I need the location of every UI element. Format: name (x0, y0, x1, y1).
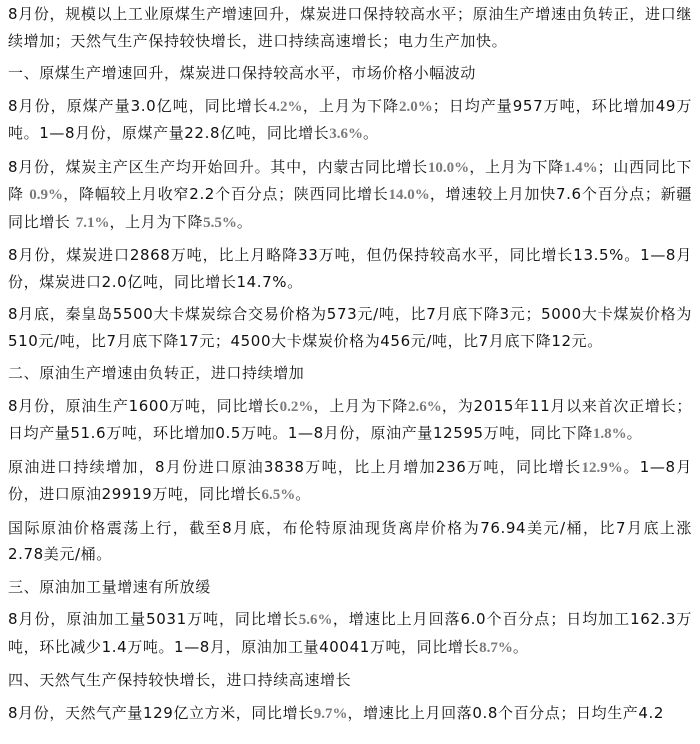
text-run: 。 (626, 424, 643, 442)
text-run: ，增速比上月回落0.8个百分点；日均生产4.2 (347, 703, 665, 722)
percentage-value: 9.7% (313, 705, 348, 722)
percentage-value: 10.0% (427, 159, 470, 176)
text-run: ，上月为下降 (109, 212, 204, 231)
section-heading: 三、原油加工量增速有所放缓 (8, 577, 211, 596)
text-run: 8月份，煤炭进口2868万吨，比上月略降33万吨，但仍保持较高水平，同比增长13.5%。1—8月份，煤炭进口2.0亿吨，同比增长14.7%。 (8, 246, 692, 291)
percentage-value: 7.1% (75, 214, 110, 231)
body-paragraph (8, 606, 692, 661)
percentage-value: 6.5% (261, 487, 296, 503)
intro-paragraph: 8月份，规模以上工业原煤生产增速回升，煤炭进口保持较高水平；原油生产增速由负转正，进口继续增加；天然气生产保持较快增长，进口持续高速增长；电力生产加快。 (8, 5, 692, 50)
text-run: 8月份，原油加工量5031万吨，同比增长 (8, 610, 299, 628)
text-run: ，为2015年11月以来首次正增长；日均产量51.6万吨，环比增加0.5万吨。1—8月份，原油产量12595万吨，同比下降 (8, 396, 693, 442)
text-run: ；日均产量957万吨，环比增加49万吨。1—8月份，原煤产量22.8亿吨，同比增长 (8, 96, 692, 142)
text-run: 。 (512, 637, 529, 656)
percentage-value: 4.2% (268, 98, 303, 115)
text-run: 原油进口持续增加，8月份进口原油3838万吨，比上月增加236万吨，同比增长 (8, 457, 582, 476)
body-paragraph (8, 93, 692, 148)
body-paragraph (8, 242, 692, 295)
sections-container (8, 60, 692, 727)
section-heading: 一、原煤生产增速回升，煤炭进口保持较高水平，市场价格小幅波动 (8, 64, 477, 82)
section-heading: 二、原油生产增速由负转正，进口持续增加 (8, 364, 305, 382)
percentage-value: 12.9% (581, 459, 623, 476)
text-run: 8月份，天然气产量129亿立方米，同比增长 (8, 703, 314, 722)
body-paragraph (8, 301, 692, 354)
text-run: 。 (236, 212, 253, 231)
text-run: ，上月为下降 (313, 396, 409, 415)
text-run: ，增速比上月回落6.0个百分点；日均加工162.3万吨，环比减少1.4万吨。1—8月，原油加工量40041万吨，同比增长 (8, 610, 692, 656)
text-run: 国际原油价格震荡上行，截至8月底，布伦特原油现货离岸价格为76.94美元/桶，比7月底上涨2.78美元/桶。 (8, 518, 692, 563)
percentage-value: 1.4% (563, 159, 598, 176)
text-run: ；山西同比下降 (8, 157, 692, 203)
text-run: 8月份，原煤产量3.0亿吨，同比增长 (8, 96, 269, 115)
percentage-value: 14.0% (388, 187, 430, 203)
percentage-value: 2.0% (398, 98, 433, 115)
percentage-value: 2.6% (408, 398, 442, 415)
body-paragraph (8, 393, 692, 448)
text-run: 8月底，秦皇岛5500大卡煤炭综合交易价格为573元/吨，比7月底下降3元；5000大卡煤炭价格为510元/吨，比7月底下降17元；4500大卡煤炭价格为456元/吨，比7月底下降12元。 (8, 305, 692, 350)
body-paragraph (8, 154, 692, 237)
percentage-value: 1.8% (592, 426, 627, 442)
percentage-value: 8.7% (479, 639, 513, 656)
percentage-value: 5.5% (203, 214, 237, 231)
body-paragraph (8, 454, 692, 509)
percentage-value: 3.6% (329, 126, 364, 142)
text-run: 8月份，原油生产1600万吨，同比增长 (8, 396, 280, 415)
section-heading: 四、天然气生产保持较快增长，进口持续高速增长 (8, 671, 352, 689)
text-run: 。 (295, 485, 311, 503)
text-run: ，上月为下降 (302, 96, 399, 115)
text-run: 。 (363, 124, 379, 142)
text-run: ，降幅较上月收窄2.2个百分点；陕西同比增长 (63, 185, 389, 203)
body-paragraph (8, 515, 692, 568)
body-paragraph (8, 700, 692, 728)
text-run: ，增速较上月加快7.6个百分点；新疆同比增长 (8, 185, 692, 231)
text-run: 8月份，煤炭主产区生产均开始回升。其中，内蒙古同比增长 (8, 157, 428, 176)
percentage-value: 0.9% (29, 187, 64, 203)
text-run: 。1—8月份，进口原油29919万吨，同比增长 (8, 457, 692, 503)
percentage-value: 0.2% (279, 398, 314, 415)
text-run: ，上月为下降 (469, 157, 564, 176)
percentage-value: 5.6% (298, 612, 333, 628)
